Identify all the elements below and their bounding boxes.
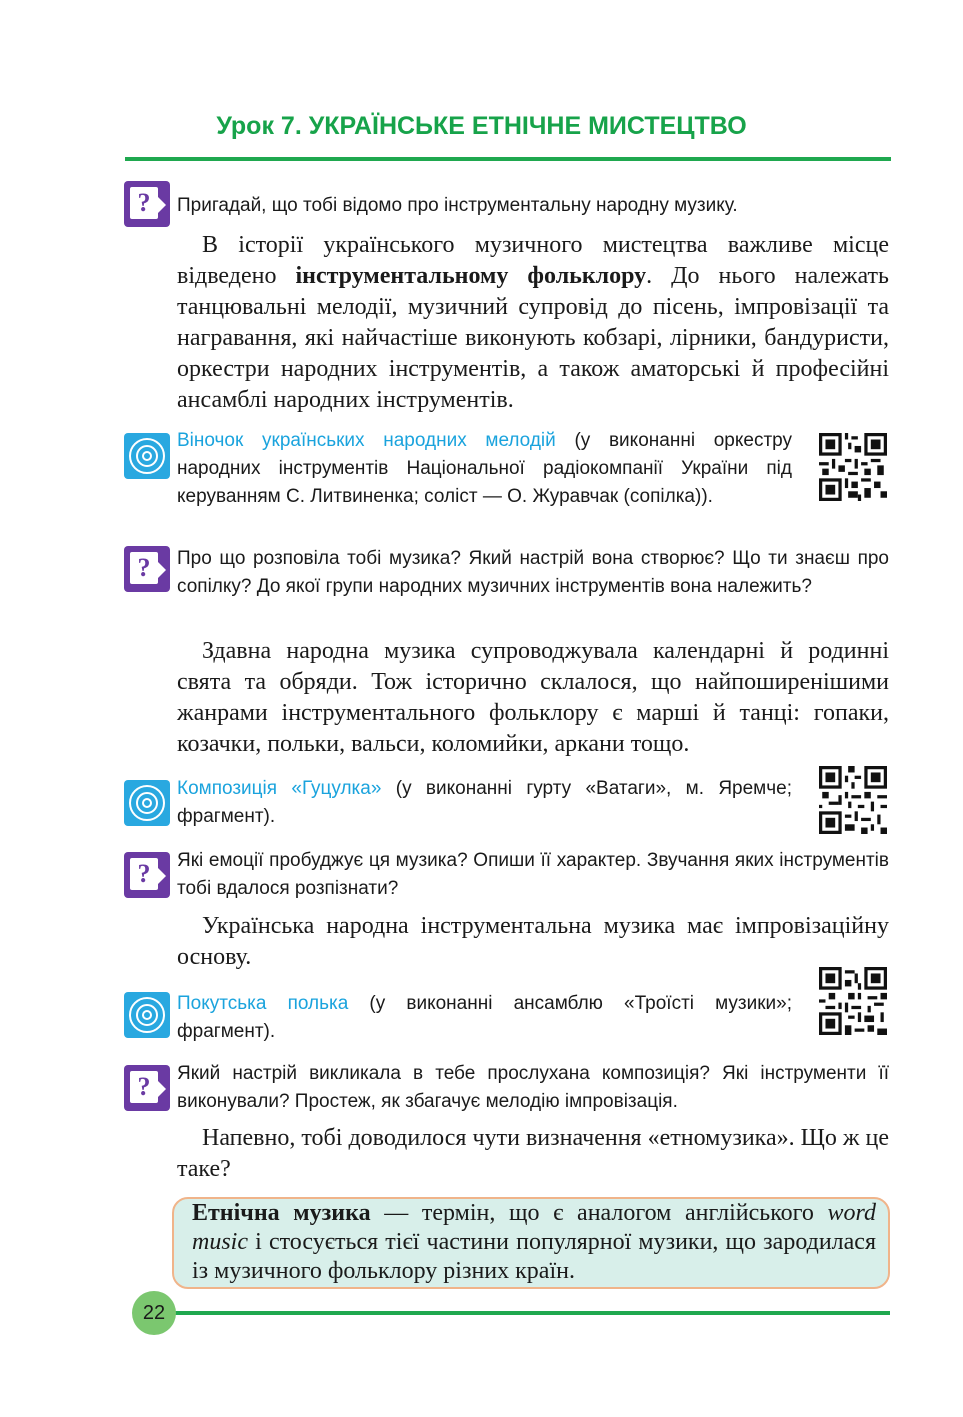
audio-disc-icon [124, 780, 170, 826]
audio-disc-icon [124, 992, 170, 1038]
question-text-3: Які емоції пробуджує ця музика? Опиши її характер. Звучання яких інструментів тобі вдалося розпізнати? [177, 850, 889, 899]
question-icon: ? [124, 181, 170, 227]
paragraph-3: Українська народна інструментальна музика має імпровізаційну основу. [177, 913, 889, 970]
question-text-1: Пригадай, що тобі відомо про інструментальну народну музику. [177, 195, 738, 216]
question-text-2: Про що розповіла тобі музика? Який настрій вона створює? Що ти знаєш про сопілку? До якої групи народних музичних інструментів вона належить? [177, 548, 889, 597]
qr-code-icon[interactable] [819, 967, 887, 1035]
track-link-1[interactable]: Віночок українських народних мелодій [177, 430, 556, 451]
lesson-title: Урок 7. УКРАЇНСЬКЕ ЕТНІЧНЕ МИСТЕЦТВО [216, 112, 747, 140]
listening-item-2: Композиція «Гуцулка» (у виконанні гурту «Ватаги», м. Яремче; фрагмент). [177, 778, 792, 827]
question-icon: ? [124, 852, 170, 898]
paragraph-1: В історії українського музичного мистецтва важливе місце відведено інструментальному фольклору. До нього належать танцювальні мелодії, музичний супровід до пісень, імпровізації та награвання, які найчастіше виконують кобзарі, лірники, бандуристи, оркестри народних інструментів, а також аматорські й професійні ансамблі народних інструментів. [177, 232, 889, 413]
title-divider [125, 157, 891, 161]
footer-divider [172, 1311, 890, 1315]
qr-code-icon[interactable] [819, 433, 887, 501]
listening-item-3: Покутська полька (у виконанні ансамблю «Троїсті музики»; фрагмент). [177, 993, 792, 1042]
audio-disc-icon [124, 433, 170, 479]
page-number: 22 [132, 1291, 176, 1335]
definition-term: Етнічна музика [192, 1200, 371, 1226]
paragraph-4: Напевно, тобі доводилося чути визначення «етномузика». Що ж це таке? [177, 1125, 889, 1182]
track-link-3[interactable]: Покутська полька [177, 993, 349, 1014]
term-bold: інструментальному фольклору [295, 263, 647, 289]
paragraph-2: Здавна народна музика супроводжувала календарні й родинні свята та обряди. Тож історично склалося, що найпоширенішими жанрами інструментального фольклору є марші й танці: гопаки, козачки, польки, вальси, коломийки, аркани тощо. [177, 638, 889, 757]
question-icon: ? [124, 1065, 170, 1111]
listening-item-1: Віночок українських народних мелодій (у виконанні оркестру народних інструментів Національної радіокомпанії України під керуванням С. Литвиненка; соліст — О. Журавчак (сопілка)). [177, 430, 793, 507]
question-text-4: Який настрій викликала в тебе прослухана композиція? Які інструменти її виконували? Простеж, як збагачує мелодію імпровізація. [177, 1063, 889, 1112]
question-icon: ? [124, 546, 170, 592]
track-link-2[interactable]: Композиція «Гуцулка» [177, 778, 382, 799]
definition-text: Етнічна музика — термін, що є аналогом англійського word music і стосується тієї частини популярної музики, що зародилася із музичного фольклору різних країн. [192, 1200, 876, 1284]
qr-code-icon[interactable] [819, 766, 887, 834]
definition-italic: word music [192, 1200, 876, 1255]
